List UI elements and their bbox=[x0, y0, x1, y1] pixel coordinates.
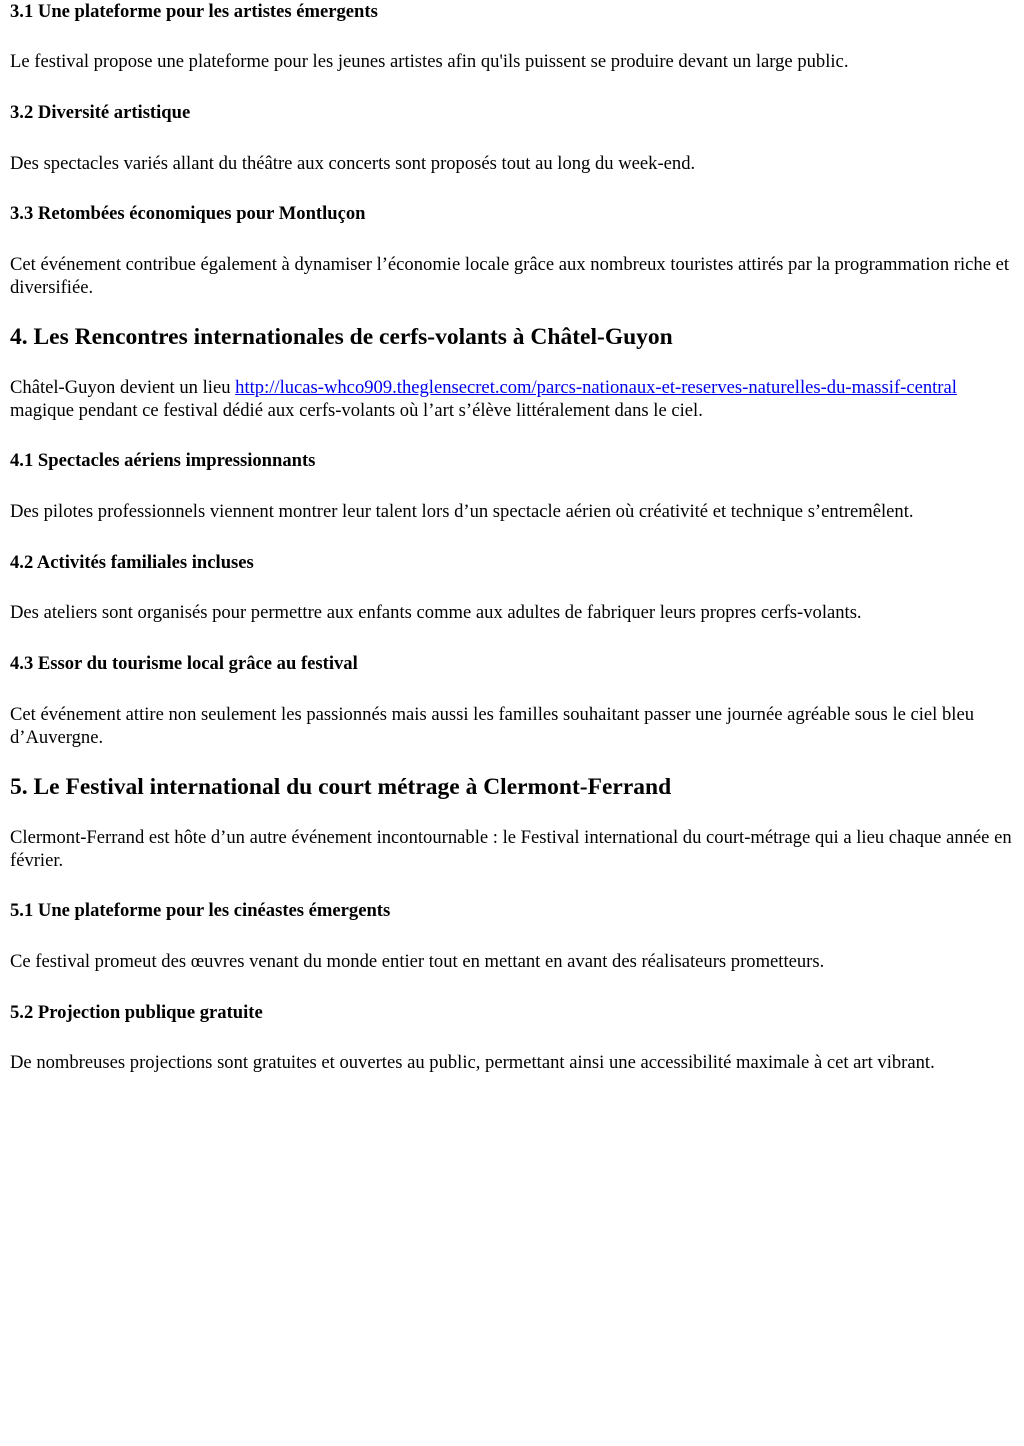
section-paragraph-4-3: Cet événement attire non seulement les passionnés mais aussi les familles souhaitant passer une journée agréable sous le ciel bleu d’Auvergne. bbox=[10, 704, 975, 748]
section-paragraph-4-1: Des pilotes professionnels viennent montrer leur talent lors d’un spectacle aérien où créativité et technique s’entremêlent. bbox=[10, 501, 914, 522]
section-heading-3-3: 3.3 Retombées économiques pour Montluçon bbox=[10, 203, 366, 224]
section-paragraph-4 bbox=[10, 376, 1016, 422]
section-paragraph-5: Clermont-Ferrand est hôte d’un autre événement incontournable : le Festival international du court-métrage qui a lieu chaque année en février. bbox=[10, 827, 1012, 871]
paragraph-text-after-link: magique pendant ce festival dédié aux cerfs-volants où l’art s’élève littéralement dans le ciel. bbox=[10, 400, 703, 421]
section-heading-4-1: 4.1 Spectacles aériens impressionnants bbox=[10, 450, 316, 471]
section-paragraph-3-1: Le festival propose une plateforme pour les jeunes artistes afin qu'ils puissent se produire devant un large public. bbox=[10, 51, 849, 72]
section-heading-5-2: 5.2 Projection publique gratuite bbox=[10, 1002, 263, 1023]
section-paragraph-5-2: De nombreuses projections sont gratuites et ouvertes au public, permettant ainsi une accessibilité maximale à cet art vibrant. bbox=[10, 1052, 935, 1073]
section-heading-4-3: 4.3 Essor du tourisme local grâce au festival bbox=[10, 653, 358, 674]
section-heading-5: 5. Le Festival international du court métrage à Clermont-Ferrand bbox=[10, 774, 672, 800]
section-heading-4-2: 4.2 Activités familiales incluses bbox=[10, 552, 254, 573]
section-paragraph-5-1: Ce festival promeut des œuvres venant du monde entier tout en mettant en avant des réalisateurs prometteurs. bbox=[10, 951, 825, 972]
section-paragraph-3-2: Des spectacles variés allant du théâtre aux concerts sont proposés tout au long du week-end. bbox=[10, 153, 696, 174]
section-heading-3-1: 3.1 Une plateforme pour les artistes émergents bbox=[10, 1, 378, 22]
section-paragraph-3-3: Cet événement contribue également à dynamiser l’économie locale grâce aux nombreux touristes attirés par la programmation riche et diversifiée. bbox=[10, 254, 1010, 298]
massif-central-link[interactable]: http://lucas-whco909.theglensecret.com/parcs-nationaux-et-reserves-naturelles-du-massif-central bbox=[235, 377, 957, 398]
section-paragraph-4-2: Des ateliers sont organisés pour permettre aux enfants comme aux adultes de fabriquer leurs propres cerfs-volants. bbox=[10, 602, 862, 623]
section-heading-5-1: 5.1 Une plateforme pour les cinéastes émergents bbox=[10, 900, 391, 921]
section-heading-4: 4. Les Rencontres internationales de cerfs-volants à Châtel-Guyon bbox=[10, 324, 673, 350]
paragraph-text-before-link: Châtel-Guyon devient un lieu bbox=[10, 377, 236, 398]
section-heading-3-2: 3.2 Diversité artistique bbox=[10, 102, 191, 123]
